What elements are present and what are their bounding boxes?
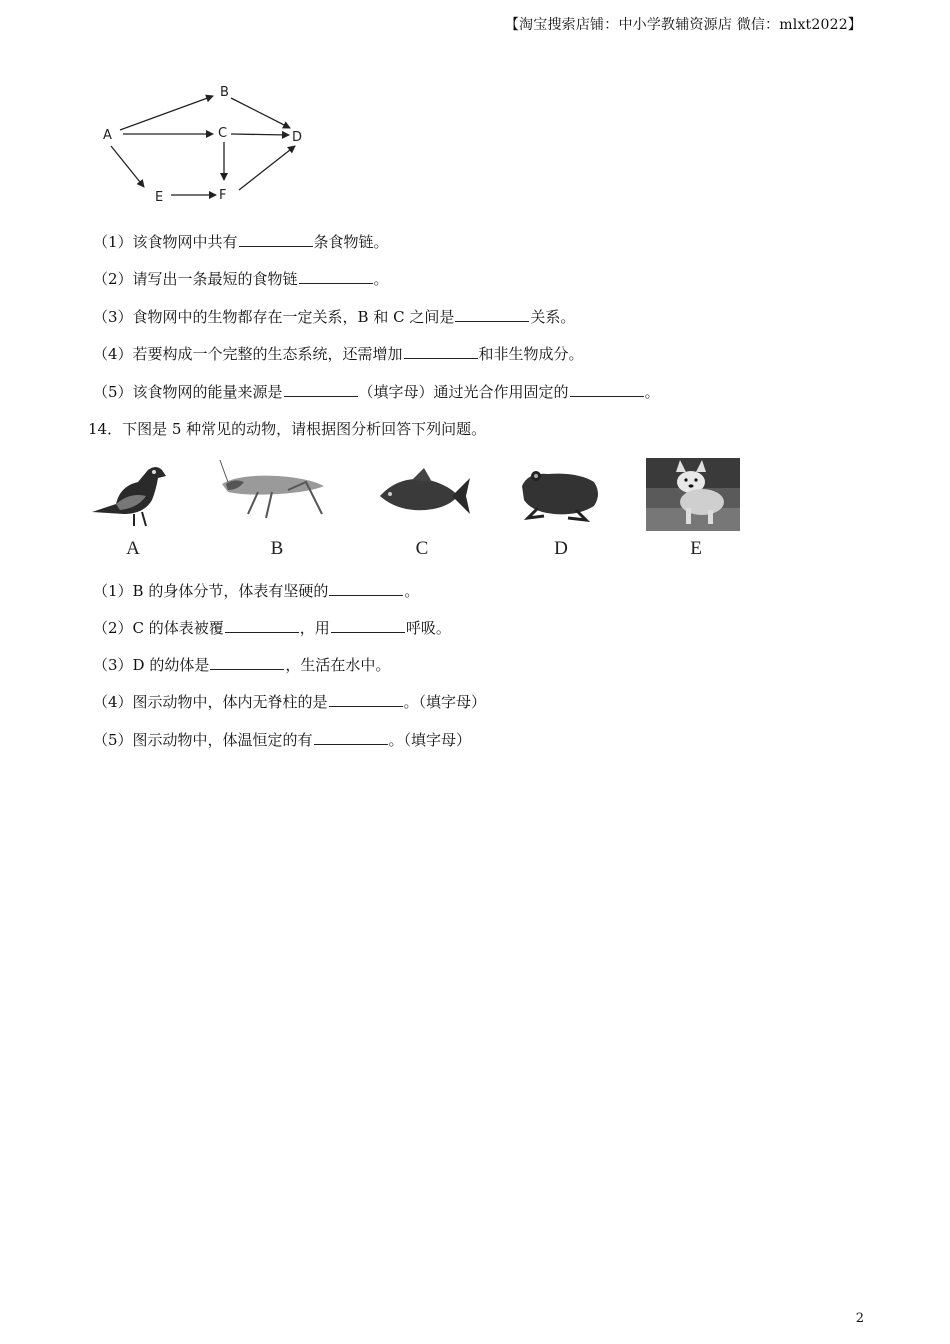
arrow-a-e xyxy=(111,146,144,187)
animal-label-a: A xyxy=(126,538,140,559)
answer-blank[interactable] xyxy=(210,654,284,670)
answer-blank[interactable] xyxy=(570,381,644,397)
page-header: 【淘宝搜索店铺：中小学教辅资源店 微信：mlxt2022】 xyxy=(504,17,862,33)
animal-label-d: D xyxy=(554,538,568,559)
arrow-a-b xyxy=(120,96,213,130)
answer-blank[interactable] xyxy=(314,729,388,745)
grasshopper-icon xyxy=(218,456,328,526)
node-b: B xyxy=(220,85,229,100)
q14-sub5: （5）图示动物中，体温恒定的有 。（填字母） xyxy=(93,731,472,749)
answer-blank[interactable] xyxy=(331,617,405,633)
node-d: D xyxy=(292,130,303,145)
q13-sub3: （3）食物网中的生物都存在一定关系，B 和 C 之间是 关系。 xyxy=(93,308,576,326)
answer-blank[interactable] xyxy=(225,617,299,633)
food-web-diagram xyxy=(95,80,315,208)
page-number: 2 xyxy=(855,1311,864,1326)
answer-blank[interactable] xyxy=(455,306,529,322)
frog-icon xyxy=(518,456,602,526)
answer-blank[interactable] xyxy=(329,580,403,596)
q14-sub2: （2）C 的体表被覆 ，用 呼吸。 xyxy=(93,619,451,637)
q13-sub4: （4）若要构成一个完整的生态系统，还需增加 和非生物成分。 xyxy=(93,345,584,363)
answer-blank[interactable] xyxy=(284,381,358,397)
animal-label-c: C xyxy=(415,538,429,559)
animal-label-b: B xyxy=(270,538,284,559)
node-f: F xyxy=(219,188,227,203)
arrow-f-d xyxy=(239,146,295,190)
animal-label-e: E xyxy=(690,538,702,559)
arrow-b-d xyxy=(231,98,290,128)
answer-blank[interactable] xyxy=(299,268,373,284)
dog-photo-icon xyxy=(646,458,740,531)
q14-sub3: （3）D 的幼体是 ，生活在水中。 xyxy=(93,656,391,674)
q14-sub1: （1）B 的身体分节，体表有坚硬的 。 xyxy=(93,582,420,600)
q13-sub1: （1）该食物网中共有 条食物链。 xyxy=(93,233,389,251)
fish-icon xyxy=(372,456,472,526)
q13-sub2: （2）请写出一条最短的食物链 。 xyxy=(93,270,389,288)
q14-sub4: （4）图示动物中，体内无脊柱的是 。（填字母） xyxy=(93,693,487,711)
answer-blank[interactable] xyxy=(404,343,478,359)
node-c: C xyxy=(218,126,228,141)
answer-blank[interactable] xyxy=(239,231,313,247)
answer-blank[interactable] xyxy=(329,691,403,707)
q13-sub5: （5）该食物网的能量来源是 （填字母）通过光合作用固定的 。 xyxy=(93,383,660,401)
q14-stem: 14．下图是 5 种常见的动物，请根据图分析回答下列问题。 xyxy=(88,420,487,438)
pigeon-icon xyxy=(90,456,172,531)
node-a: A xyxy=(103,128,112,143)
arrow-c-d xyxy=(231,134,289,135)
node-e: E xyxy=(155,190,164,205)
